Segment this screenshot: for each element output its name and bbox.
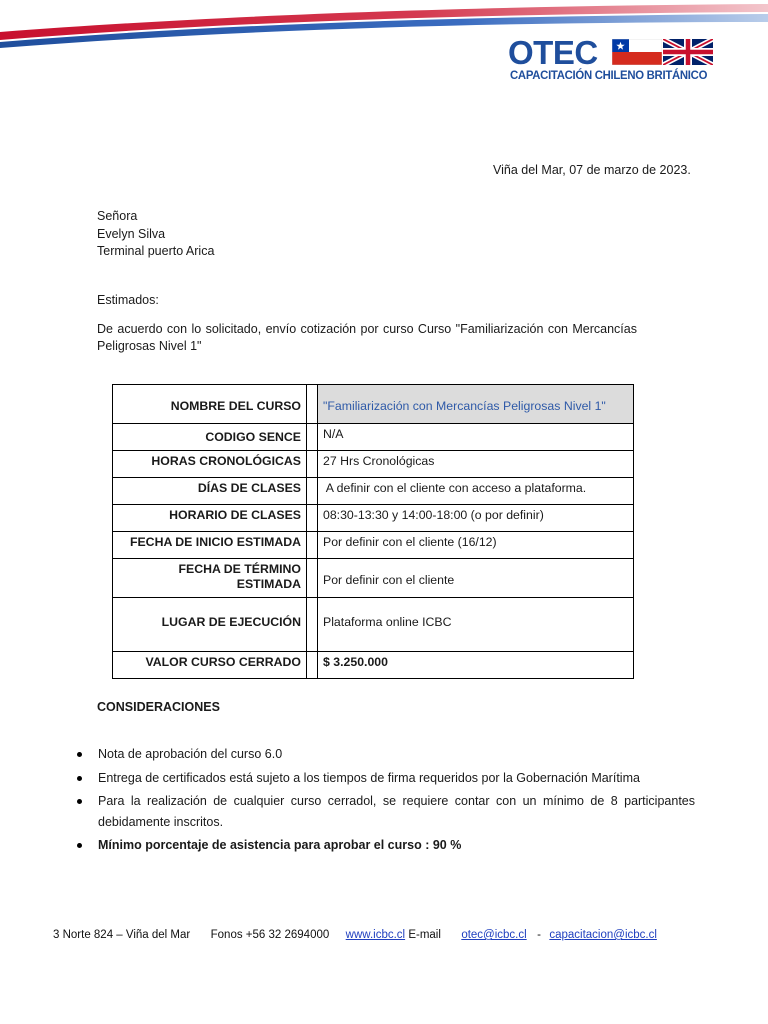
considerations-title: CONSIDERACIONES xyxy=(97,700,220,714)
intro-paragraph: De acuerdo con lo solicitado, envío cotización por curso Curso "Familiarización con Mercancías Peligrosas Nivel 1" xyxy=(97,322,637,353)
recipient-block xyxy=(97,208,214,261)
price-value: $ 3.250.000 xyxy=(318,652,634,679)
row-label: HORARIO DE CLASES xyxy=(113,505,307,532)
row-value: Por definir con el cliente (16/12) xyxy=(318,532,634,559)
list-item xyxy=(75,744,695,765)
spacer-cell xyxy=(307,652,318,679)
row-value: Plataforma online ICBC xyxy=(318,598,634,652)
logo-subtitle: CAPACITACIÓN CHILENO BRITÁNICO xyxy=(510,68,708,82)
spacer-cell xyxy=(307,559,318,598)
course-name-value: "Familiarización con Mercancías Peligrosas Nivel 1" xyxy=(318,385,634,424)
list-item-text: Para la realización de cualquier curso cerradol, se requiere contar con un mínimo de 8 participantes debidamente inscritos. xyxy=(98,794,695,829)
spacer-cell xyxy=(307,598,318,652)
table-row xyxy=(113,478,634,505)
spacer-cell xyxy=(307,478,318,505)
row-value: A definir con el cliente con acceso a plataforma. xyxy=(318,478,634,505)
bullet-icon xyxy=(77,752,82,757)
table-row xyxy=(113,424,634,451)
row-label: DÍAS DE CLASES xyxy=(113,478,307,505)
row-value: 08:30-13:30 y 14:00-18:00 (o por definir) xyxy=(318,505,634,532)
course-details-table xyxy=(112,384,634,679)
table-row xyxy=(113,652,634,679)
spacer-cell xyxy=(307,451,318,478)
row-label: FECHA DE INICIO ESTIMADA xyxy=(113,532,307,559)
footer-phone: Fonos +56 32 2694000 xyxy=(210,929,330,941)
list-item xyxy=(75,835,695,856)
spacer-cell xyxy=(307,424,318,451)
table-row xyxy=(113,559,634,598)
footer-separator: - xyxy=(537,929,541,941)
email-link-otec[interactable]: otec@icbc.cl xyxy=(461,929,527,941)
greeting: Estimados: xyxy=(97,293,159,307)
otec-logo xyxy=(508,36,708,86)
bullet-icon xyxy=(77,843,82,848)
considerations-list xyxy=(75,744,695,859)
list-item xyxy=(75,791,695,832)
row-label: LUGAR DE EJECUCIÓN xyxy=(113,598,307,652)
table-row xyxy=(113,385,634,424)
row-value: N/A xyxy=(318,424,634,451)
footer-email-label: E-mail xyxy=(408,929,441,941)
table-row xyxy=(113,532,634,559)
row-label: NOMBRE DEL CURSO xyxy=(113,385,307,424)
spacer-cell xyxy=(307,385,318,424)
spacer-cell xyxy=(307,505,318,532)
row-label: VALOR CURSO CERRADO xyxy=(113,652,307,679)
recipient-company: Terminal puerto Arica xyxy=(97,244,215,258)
list-item-text: Nota de aprobación del curso 6.0 xyxy=(98,747,283,761)
email-link-capacitacion[interactable]: capacitacion@icbc.cl xyxy=(549,929,657,941)
row-label: HORAS CRONOLÓGICAS xyxy=(113,451,307,478)
row-label: FECHA DE TÉRMINO ESTIMADA xyxy=(113,559,307,598)
chile-flag-icon xyxy=(612,39,662,65)
bullet-icon xyxy=(77,776,82,781)
table-row xyxy=(113,598,634,652)
spacer-cell xyxy=(307,532,318,559)
row-value: Por definir con el cliente xyxy=(318,559,634,598)
website-link[interactable]: www.icbc.cl xyxy=(345,929,406,941)
logo-word: OTEC xyxy=(508,34,598,71)
row-value: 27 Hrs Cronológicas xyxy=(318,451,634,478)
footer-address: 3 Norte 824 – Viña del Mar xyxy=(53,929,191,941)
uk-flag-icon xyxy=(663,39,713,65)
recipient-name: Evelyn Silva xyxy=(97,226,166,241)
footer xyxy=(53,929,657,941)
list-item-text: Mínimo porcentaje de asistencia para aprobar el curso : 90 % xyxy=(98,838,462,852)
letter-date: Viña del Mar, 07 de marzo de 2023. xyxy=(493,163,691,177)
recipient-title: Señora xyxy=(97,209,138,223)
list-item-text: Entrega de certificados está sujeto a los tiempos de firma requeridos por la Gobernación Marítima xyxy=(98,770,640,785)
list-item xyxy=(75,768,695,789)
table-row xyxy=(113,451,634,478)
row-label: CODIGO SENCE xyxy=(113,424,307,451)
table-row xyxy=(113,505,634,532)
bullet-icon xyxy=(77,799,82,804)
